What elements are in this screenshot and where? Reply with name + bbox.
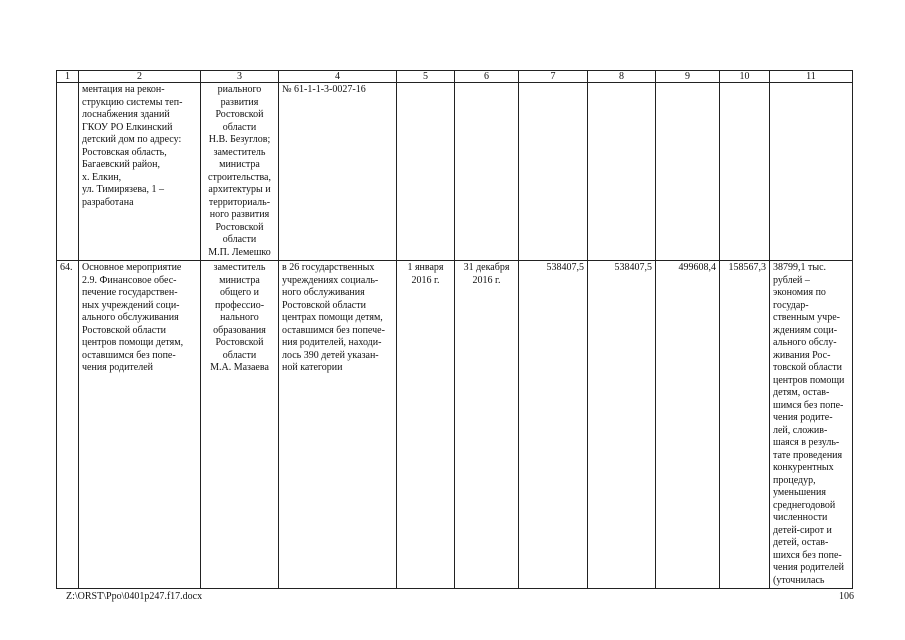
col-header-2: 2 [79, 71, 201, 83]
table-row [57, 83, 853, 261]
notes-cell: 38799,1 тыс. рублей – экономия по государ- ственным учре- ждениям соци- ального обслу- живания Рос- товской области центров помощи детям, остав- шимся без попе- чения родите- лей, сложив- шаяся в резуль- тате проведения конкурентных процедур, уменьшения среднегодовой численности детей-сирот и детей, остав- шихся без попе- чения родителей (уточнилась [770, 261, 853, 589]
amount-cell-8: 538407,5 [588, 261, 656, 589]
col-header-3: 3 [201, 71, 279, 83]
col-header-6: 6 [455, 71, 519, 83]
header-row [57, 71, 853, 83]
page-number: 106 [839, 591, 854, 602]
col-header-5: 5 [397, 71, 455, 83]
result-cell: № 61-1-1-3-0027-16 [279, 83, 397, 261]
footer-file-path: Z:\ORST\Ppo\0401p247.f17.docx [66, 591, 203, 602]
start-date-cell [397, 83, 455, 261]
notes-cell [770, 83, 853, 261]
row-number-cell: 64. [57, 261, 79, 589]
end-date-cell: 31 декабря 2016 г. [455, 261, 519, 589]
row-number-cell [57, 83, 79, 261]
responsible-cell: риального развития Ростовской области Н.В. Безуглов; заместитель министра строительства, архитектуры и территориаль- ного развития Ростовской области М.П. Лемешко [201, 83, 279, 261]
col-header-8: 8 [588, 71, 656, 83]
activity-cell: ментация на рекон- струкцию системы теп- лоснабжения зданий ГКОУ РО Елкинский детский дом по адресу: Ростовская область, Багаевский район, х. Елкин, ул. Тимирязева, 1 – разработана [79, 83, 201, 261]
amount-cell-10 [720, 83, 770, 261]
amount-cell-9: 499608,4 [656, 261, 720, 589]
amount-cell-7 [519, 83, 588, 261]
amount-cell-8 [588, 83, 656, 261]
col-header-7: 7 [519, 71, 588, 83]
col-header-9: 9 [656, 71, 720, 83]
col-header-1: 1 [57, 71, 79, 83]
amount-cell-9 [656, 83, 720, 261]
amount-cell-10: 158567,3 [720, 261, 770, 589]
amount-cell-7: 538407,5 [519, 261, 588, 589]
col-header-11: 11 [770, 71, 853, 83]
result-cell: в 26 государственных учреждениях социаль- ного обслуживания Ростовской области центрах помощи детям, оставшимся без попече- ния родителей, находи- лось 390 детей указан- ной категории [279, 261, 397, 589]
col-header-4: 4 [279, 71, 397, 83]
col-header-10: 10 [720, 71, 770, 83]
start-date-cell: 1 января 2016 г. [397, 261, 455, 589]
activity-cell: Основное мероприятие 2.9. Финансовое обес- печение государствен- ных учреждений соци- ального обслуживания Ростовской области центров помощи детям, оставшимся без попе- чения родителей [79, 261, 201, 589]
end-date-cell [455, 83, 519, 261]
responsible-cell: заместитель министра общего и профессио- нального образования Ростовской области М.А. Мазаева [201, 261, 279, 589]
data-table [56, 70, 853, 589]
table-row [57, 261, 853, 589]
